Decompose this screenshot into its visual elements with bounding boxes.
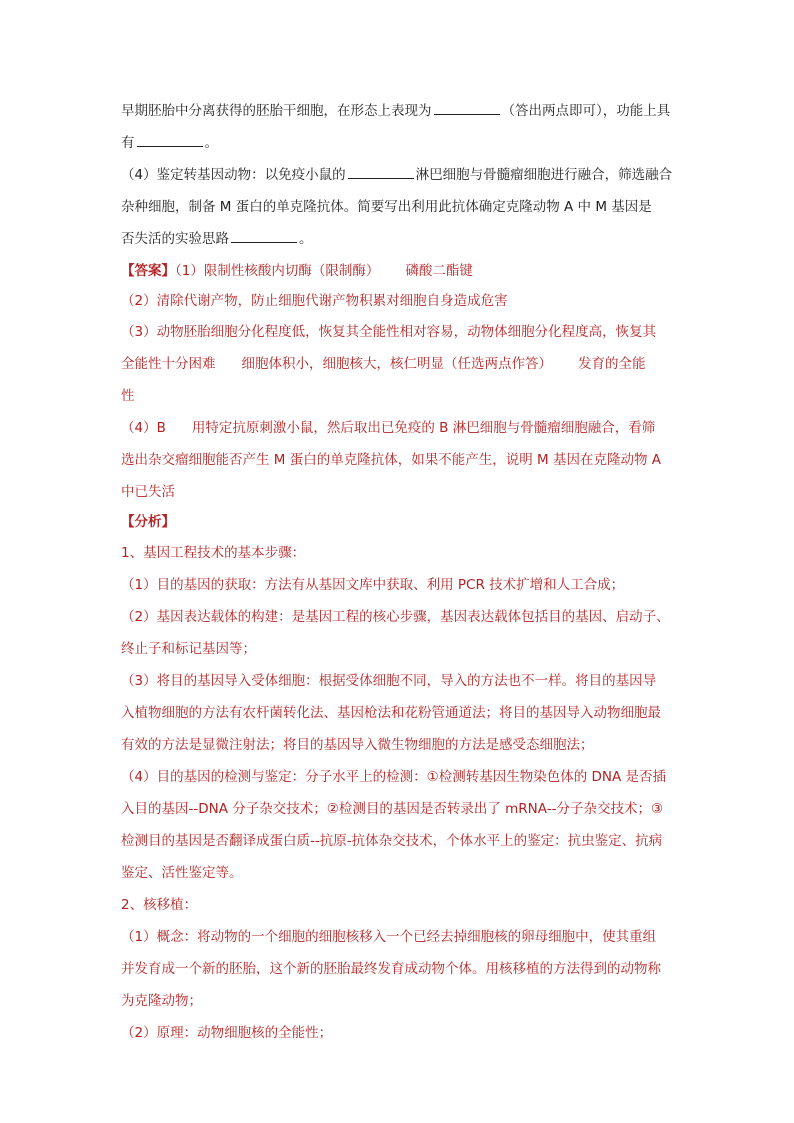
answer-line-2: （2）清除代谢产物，防止细胞代谢产物积累对细胞自身造成危害 — [121, 293, 508, 309]
analysis-line: （4）目的基因的检测与鉴定：分子水平上的检测：①检测转基因生物染色体的 DNA 是否插 — [121, 769, 667, 785]
analysis-line: （1）目的基因的获取：方法有从基因文库中获取、利用 PCR 技术扩增和人工合成； — [121, 577, 625, 593]
answer-line-4 — [121, 354, 646, 374]
analysis-line: 1、基因工程技术的基本步骤： — [121, 545, 306, 561]
answer-line-1 — [121, 261, 473, 281]
answer-line-7: 选出杂交瘤细胞能否产生 M 蛋白的单克隆抗体，如果不能产生，说明 M 基因在克隆动物 A — [121, 452, 661, 468]
q4-line-2: 杂种细胞，制备 M 蛋白的单克隆抗体。简要写出利用此抗体确定克隆动物 A 中 M 基因是 — [121, 199, 652, 215]
answer-line-6 — [121, 418, 655, 438]
analysis-line: 为克隆动物； — [121, 993, 202, 1009]
analysis-line: 入植物细胞的方法有农杆菌转化法、基因枪法和花粉管通道法；将目的基因导入动物细胞最 — [121, 705, 661, 721]
answer-line-3: （3）动物胚胎细胞分化程度低，恢复其全能性相对容易，动物体细胞分化程度高，恢复其 — [121, 324, 657, 340]
answer-text: 发育的全能 — [578, 356, 646, 372]
analysis-line: 有效的方法是显微注射法；将目的基因导入微生物细胞的方法是感受态细胞法； — [121, 737, 594, 753]
analysis-line: 2、核移植： — [121, 897, 198, 913]
answer-line-8: 中已失活 — [121, 484, 175, 500]
q4-text: 否失活的实验思路 — [121, 231, 229, 247]
answer-text: 全能性十分困难 — [121, 356, 216, 372]
analysis-line: 检测目的基因是否翻译成蛋白质--抗原-抗体杂交技术，个体水平上的鉴定：抗虫鉴定、抗病 — [121, 833, 663, 849]
analysis-line: （3）将目的基因导入受体细胞：根据受体细胞不同，导入的方法也不一样。将目的基因导 — [121, 673, 657, 689]
q4-text: 淋巴细胞与骨髓瘤细胞进行融合，筛选融合 — [415, 167, 673, 183]
q4-text: （4）鉴定转基因动物：以免疫小鼠的 — [121, 167, 346, 183]
analysis-line: 入目的基因--DNA 分子杂交技术；②检测目的基因是否转录出了 mRNA--分子杂交技术；③ — [121, 801, 664, 817]
answer-text: 磷酸二酯键 — [405, 263, 473, 279]
answer-text: （1）限制性核酸内切酶（限制酶） — [175, 263, 380, 279]
answer-blank[interactable] — [137, 134, 203, 147]
analysis-line: 终止子和标记基因等； — [121, 641, 256, 657]
answer-blank[interactable] — [348, 166, 414, 179]
analysis-heading: 【分析】 — [121, 514, 175, 530]
q3-line-2 — [121, 133, 218, 153]
q4-line-1 — [121, 165, 672, 185]
q3-text: 有 — [121, 135, 135, 151]
q4-text: 。 — [299, 231, 313, 247]
q3-text: （答出两点即可），功能上具 — [501, 103, 671, 119]
q4-line-3 — [121, 229, 313, 249]
q3-text: 。 — [204, 135, 218, 151]
answer-blank[interactable] — [434, 102, 500, 115]
answer-text: 用特定抗原刺激小鼠，然后取出已免疫的 B 淋巴细胞与骨髓瘤细胞融合，看筛 — [191, 420, 656, 436]
analysis-line: （2）原理：动物细胞核的全能性； — [121, 1025, 333, 1041]
analysis-line: 并发育成一个新的胚胎，这个新的胚胎最终发育成动物个体。用核移植的方法得到的动物称 — [121, 961, 661, 977]
q3-text: 早期胚胎中分离获得的胚胎干细胞，在形态上表现为 — [121, 103, 432, 119]
answer-blank[interactable] — [231, 230, 297, 243]
answer-text: （4）B — [121, 420, 166, 436]
analysis-line: （2）基因表达载体的构建：是基因工程的核心步骤，基因表达载体包括目的基因、启动子、 — [121, 609, 670, 625]
analysis-line: （1）概念：将动物的一个细胞的细胞核移入一个已经去掉细胞核的卵母细胞中，使其重组 — [121, 929, 657, 945]
answer-text: 细胞体积小，细胞核大，核仁明显（任选两点作答） — [241, 356, 552, 372]
analysis-line: 鉴定、活性鉴定等。 — [121, 865, 243, 881]
answer-line-5: 性 — [121, 388, 135, 404]
answer-heading: 【答案】 — [121, 263, 175, 279]
q3-line-1 — [121, 101, 670, 121]
